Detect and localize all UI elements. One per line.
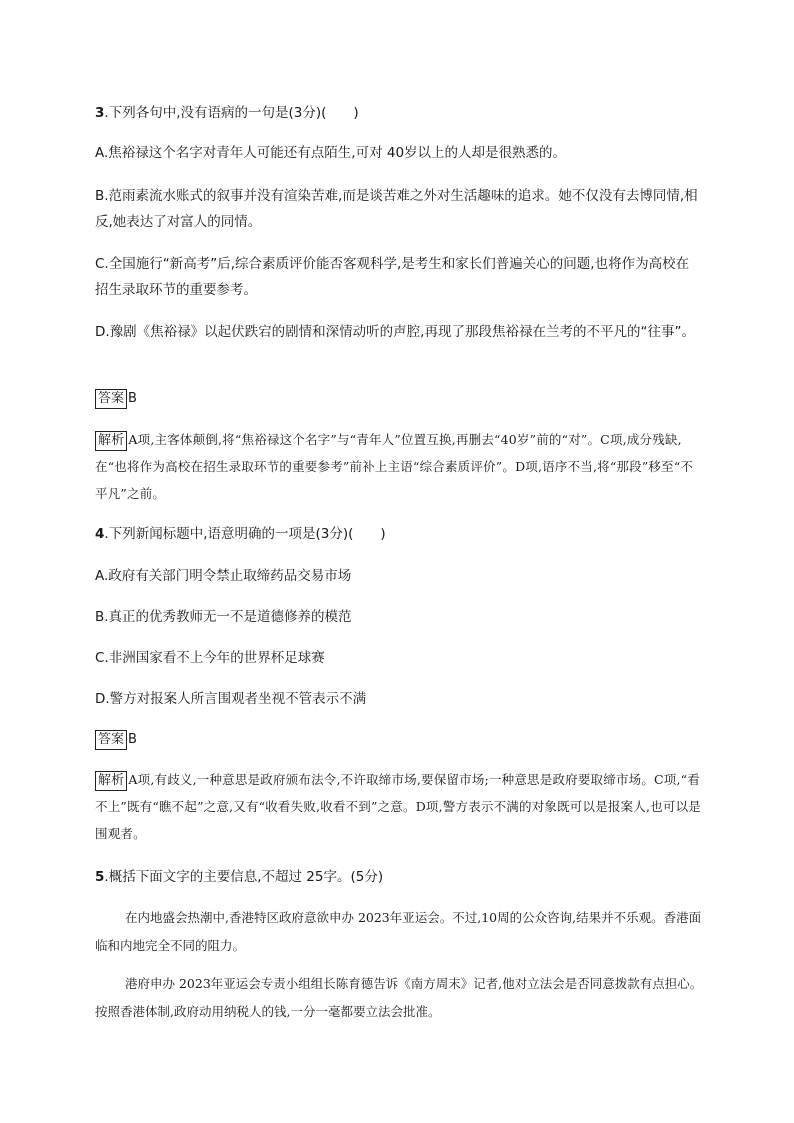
reading-paragraph-2: 港府申办 2023年亚运会专责小组组长陈育德告诉《南方周末》记者,他对立法会是否同意拨款有点担心。按照香港体制,政府动用纳税人的钱,一分一毫都要立法会批准。 (95, 976, 703, 1019)
question-3-option-a: A.焦裕禄这个名字对青年人可能还有点陌生,可对 40岁以上的人却是很熟悉的。 (95, 145, 567, 161)
explanation-text: A项,有歧义,一种意思是政府颁布法令,不许取缔市场,要保留市场;一种意思是政府要取缔市场。C项,“看不上”既有“瞧不起”之意,又有“收看失败,收看不到”之意。D项,警方表示不满的对象既可以是报案人,也可以是围观者。 (95, 772, 701, 841)
question-5-number: 5 (95, 869, 105, 885)
question-4-title (95, 521, 705, 547)
answer-tag: 答案 (95, 730, 127, 750)
question-4-number: 4 (95, 526, 105, 542)
question-5-title (95, 864, 705, 890)
question-4-text: .下列新闻标题中,语意明确的一项是(3分)( ) (104, 526, 386, 542)
answer-value: B (128, 732, 137, 747)
question-3-option-b: B.范雨素流水账式的叙事并没有渲染苦难,而是谈苦难之外对生活趣味的追求。她不仅没有去博同情,相反,她表达了对富人的同情。 (95, 188, 698, 230)
question-3-answer (95, 385, 705, 412)
question-3-explanation (95, 426, 705, 507)
reading-paragraph-1: 在内地盛会热潮中,香港特区政府意欲申办 2023年亚运会。不过,10周的公众咨询,结果并不乐观。香港面临和内地完全不同的阻力。 (95, 910, 702, 953)
question-4-explanation (95, 766, 705, 847)
question-4-option-d: D.警方对报案人所言围观者坐视不管表示不满 (95, 691, 367, 707)
question-3-text: .下列各句中,没有语病的一句是(3分)( ) (104, 105, 359, 121)
question-4-option-a: A.政府有关部门明令禁止取缔药品交易市场 (95, 568, 352, 584)
question-4-option-c: C.非洲国家看不上今年的世界杯足球赛 (95, 650, 325, 666)
question-3-number: 3 (95, 105, 105, 121)
question-3-option-d: D.豫剧《焦裕禄》以起伏跌宕的剧情和深情动听的声腔,再现了那段焦裕禄在兰考的不平凡的“往事”。 (95, 324, 695, 340)
explanation-tag: 解析 (95, 771, 127, 791)
question-4-option-b: B.真正的优秀教师无一不是道德修养的模范 (95, 609, 352, 625)
explanation-tag: 解析 (95, 431, 127, 451)
question-4-answer (95, 726, 705, 753)
answer-tag: 答案 (95, 389, 127, 409)
explanation-text: A项,主客体颠倒,将“焦裕禄这个名字”与“青年人”位置互换,再删去“40岁”前的“对”。C项,成分残缺,在“也将作为高校在招生录取环节的重要参考”前补上主语“综合素质评价”。D项,语序不当,将“那段”移至“不平凡”之前。 (95, 432, 694, 501)
question-3-title (95, 100, 705, 126)
question-5-text: .概括下面文字的主要信息,不超过 25字。(5分) (104, 869, 384, 885)
answer-value: B (128, 391, 137, 406)
question-3-option-c: C.全国施行“新高考”后,综合素质评价能否客观科学,是考生和家长们普遍关心的问题,也将作为高校在 招生录取环节的重要参考。 (95, 256, 690, 298)
